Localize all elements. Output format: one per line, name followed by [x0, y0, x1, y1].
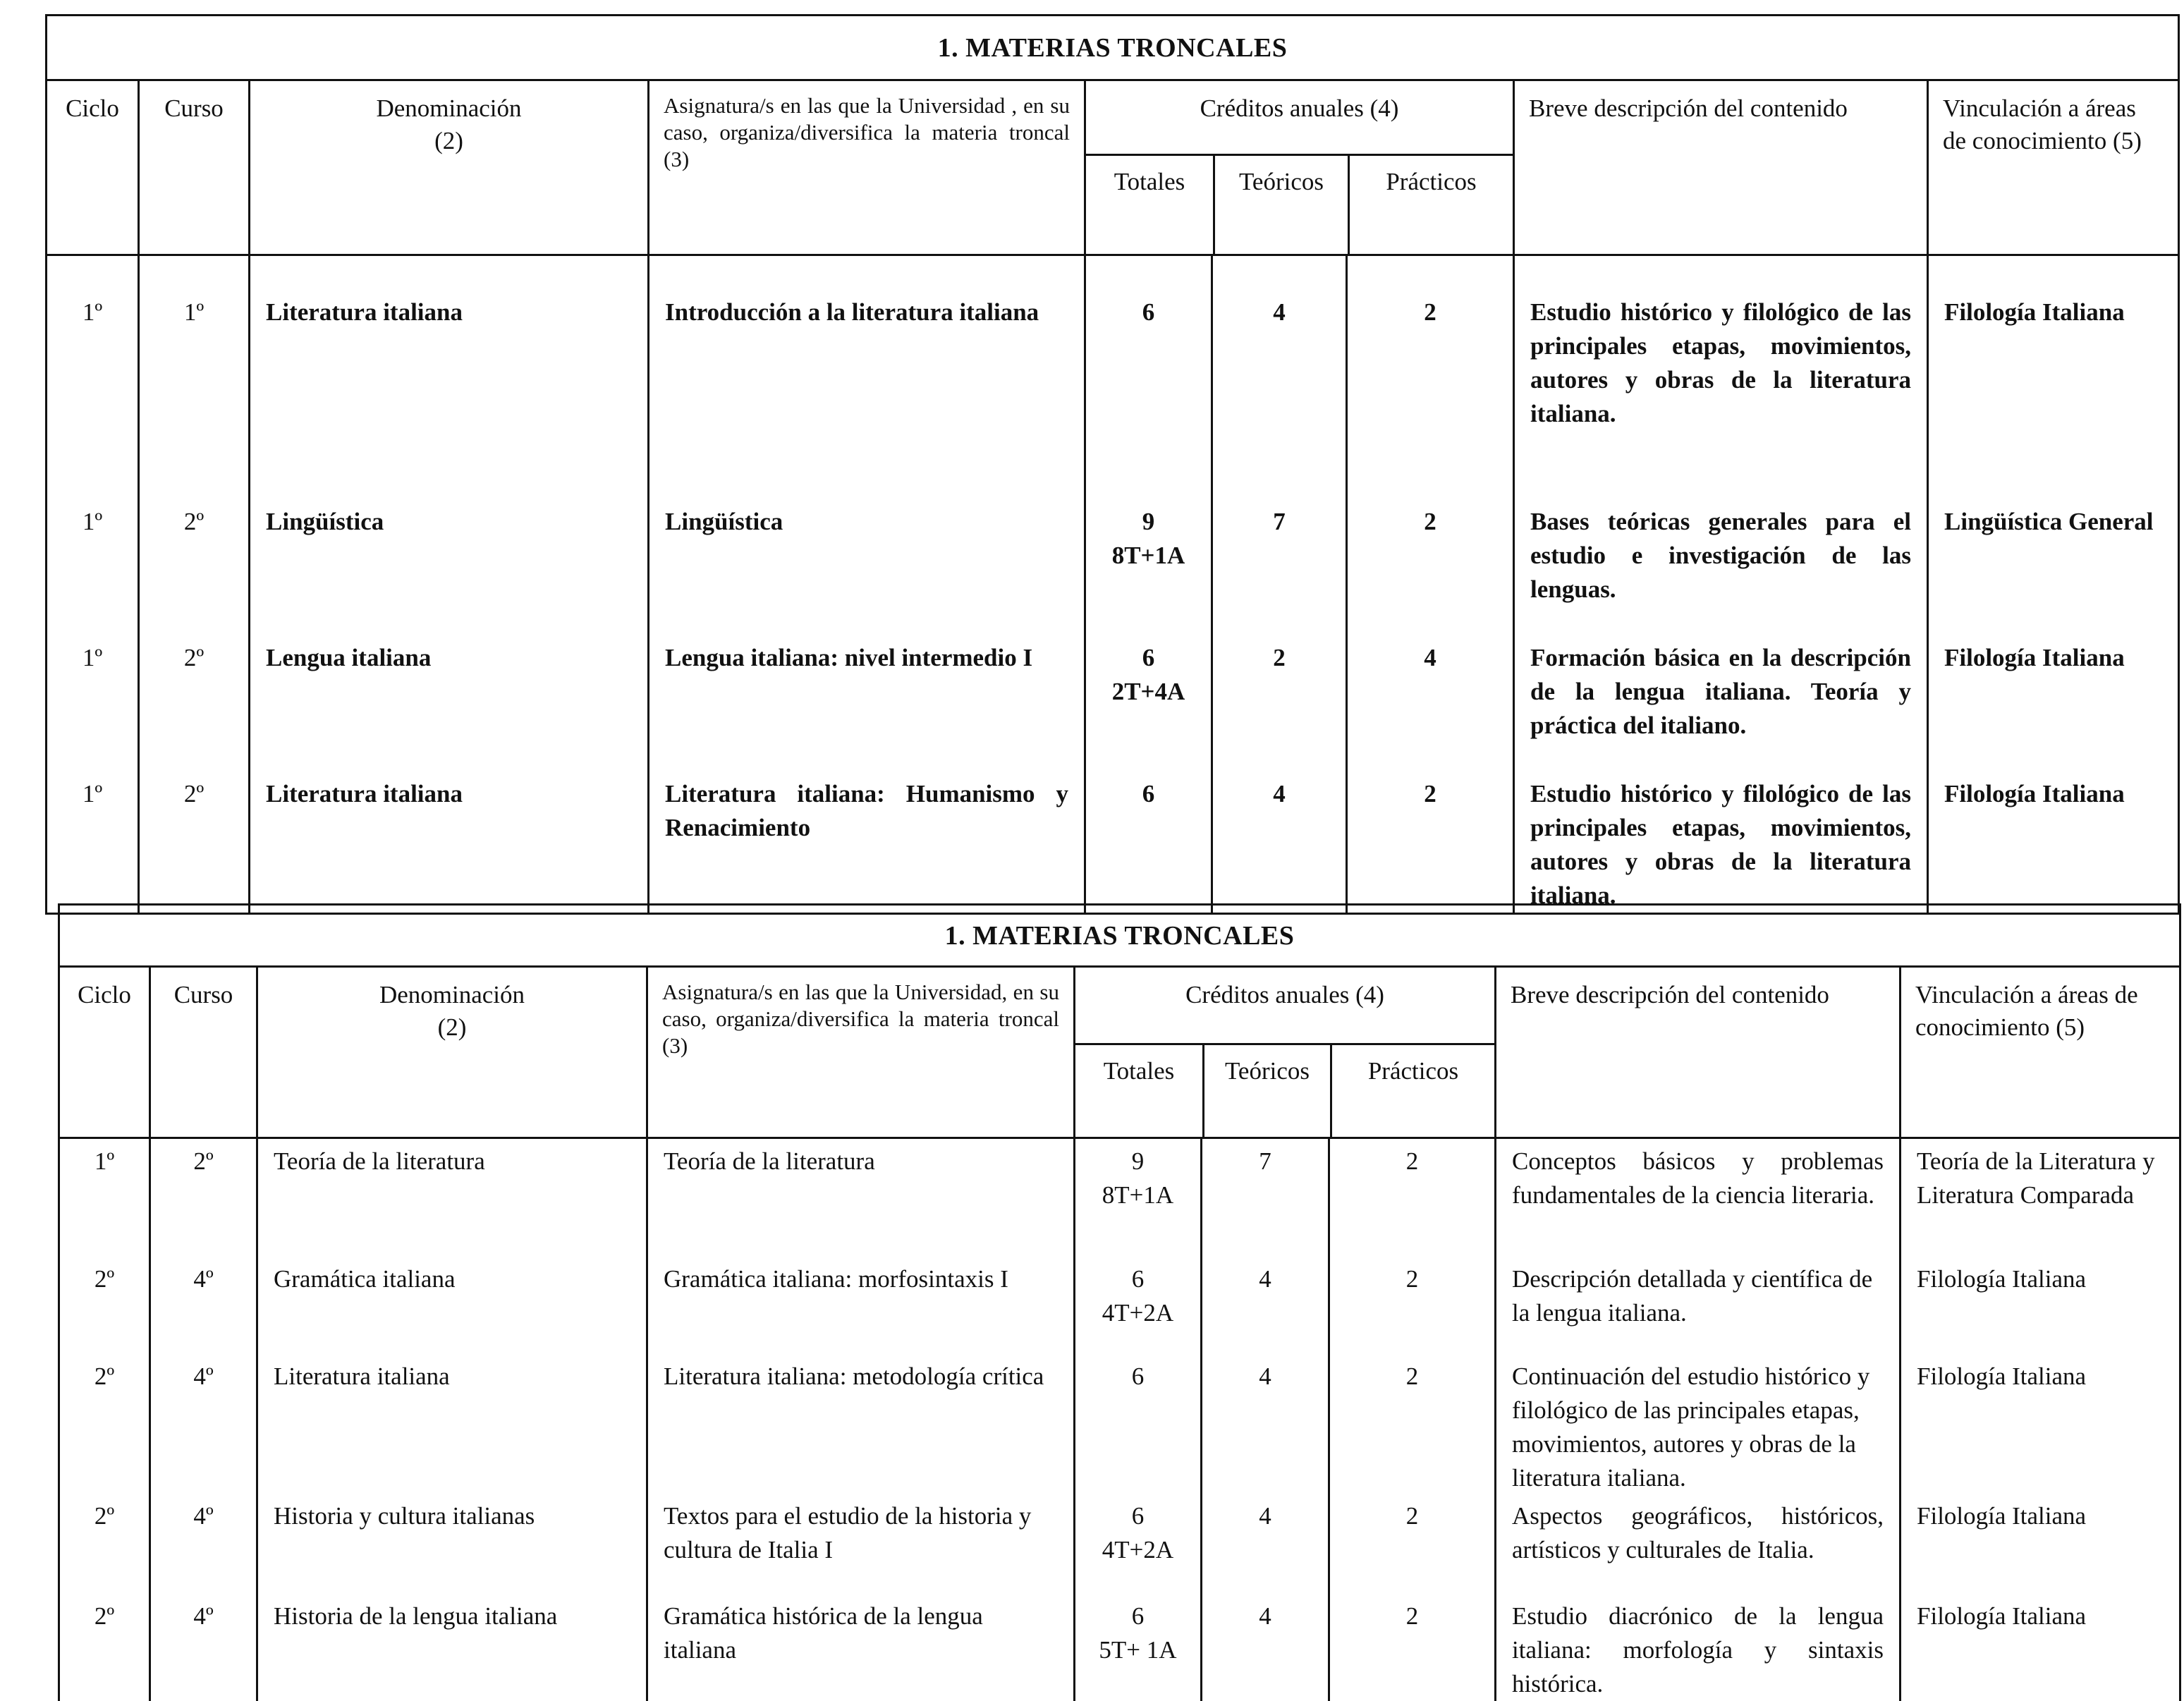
header-teoricos: Teóricos [1202, 1045, 1330, 1137]
cell-teoricos: 4 [1202, 1595, 1329, 1701]
header-creditos [1085, 80, 1514, 255]
cell-curso: 1º [139, 255, 250, 474]
cell-teoricos: 2 [1212, 610, 1347, 746]
cell-descripcion: Conceptos básicos y problemas fundamentales de la ciencia literaria. [1496, 1138, 1901, 1258]
header-totales: Totales [1114, 168, 1185, 195]
header-vinculacion: Vinculación a áreas de conocimiento (5) [1928, 80, 2179, 255]
cell-curso: 2º [150, 1138, 257, 1258]
cell-vinculacion: Filología Italiana [1901, 1258, 2180, 1355]
header-ciclo: Ciclo [47, 80, 139, 255]
cell-ciclo: 1º [59, 1138, 150, 1258]
table-row [59, 1138, 2180, 1258]
cell-ciclo: 2º [59, 1495, 150, 1595]
cell-practicos: 2 [1347, 474, 1514, 610]
cell-asignatura: Literatura italiana: metodología crítica [647, 1355, 1075, 1495]
cell-totales: 6 [1085, 746, 1212, 914]
header-vinculacion: Vinculación a áreas de conocimiento (5) [1901, 967, 2180, 1138]
table-row [47, 474, 2179, 610]
cell-asignatura: Gramática italiana: morfosintaxis I [647, 1258, 1075, 1355]
header-creditos [1075, 967, 1496, 1138]
cell-teoricos: 4 [1212, 746, 1347, 914]
cell-curso: 4º [150, 1595, 257, 1701]
cell-asignatura: Lengua italiana: nivel intermedio I [649, 610, 1085, 746]
header-ciclo: Ciclo [59, 967, 150, 1138]
cell-denominacion: Gramática italiana [257, 1258, 647, 1355]
cell-vinculacion: Filología Italiana [1901, 1595, 2180, 1701]
table-row [59, 1355, 2180, 1495]
cell-totales: 9 8T+1A [1085, 474, 1212, 610]
cell-practicos: 2 [1329, 1495, 1496, 1595]
table-row [59, 1258, 2180, 1355]
cell-teoricos: 4 [1212, 255, 1347, 474]
table-row [47, 746, 2179, 914]
cell-curso: 4º [150, 1258, 257, 1355]
header-curso: Curso [139, 80, 250, 255]
cell-vinculacion: Filología Italiana [1928, 746, 2179, 914]
cell-totales: 6 [1085, 255, 1212, 474]
cell-descripcion: Descripción detallada y científica de la lengua italiana. [1496, 1258, 1901, 1355]
cell-practicos: 2 [1329, 1138, 1496, 1258]
cell-denominacion: Literatura italiana [250, 255, 649, 474]
cell-practicos: 2 [1329, 1258, 1496, 1355]
header-teoricos: Teóricos [1213, 156, 1348, 254]
cell-curso: 2º [139, 610, 250, 746]
cell-descripcion: Bases teóricas generales para el estudio e investigación de las lenguas. [1514, 474, 1928, 610]
header-asignaturas: Asignatura/s en las que la Universidad, en su caso, organiza/diversifica la materia troncal (3) [647, 967, 1075, 1138]
header-denominacion: Denominación (2) [257, 967, 647, 1138]
cell-vinculacion: Teoría de la Literatura y Literatura Comparada [1901, 1138, 2180, 1258]
table-title: 1. MATERIAS TRONCALES [59, 905, 2180, 967]
cell-totales: 6 2T+4A [1085, 610, 1212, 746]
cell-curso: 2º [139, 746, 250, 914]
cell-vinculacion: Filología Italiana [1928, 255, 2179, 474]
cell-ciclo: 1º [47, 610, 139, 746]
header-descripcion: Breve descripción del contenido [1514, 80, 1928, 255]
cell-teoricos: 7 [1212, 474, 1347, 610]
cell-curso: 4º [150, 1495, 257, 1595]
cell-practicos: 2 [1347, 255, 1514, 474]
cell-asignatura: Introducción a la literatura italiana [649, 255, 1085, 474]
cell-ciclo: 2º [59, 1595, 150, 1701]
cell-descripcion: Aspectos geográficos, históricos, artísticos y culturales de Italia. [1496, 1495, 1901, 1595]
cell-vinculacion: Filología Italiana [1901, 1355, 2180, 1495]
cell-teoricos: 4 [1202, 1355, 1329, 1495]
header-descripcion: Breve descripción del contenido [1496, 967, 1901, 1138]
cell-practicos: 4 [1347, 610, 1514, 746]
cell-totales: 6 5T+ 1A [1075, 1595, 1202, 1701]
materias-troncales-table-1 [45, 14, 2180, 915]
cell-curso: 4º [150, 1355, 257, 1495]
cell-vinculacion: Filología Italiana [1928, 610, 2179, 746]
header-practicos: Prácticos [1330, 1045, 1494, 1137]
cell-ciclo: 1º [47, 746, 139, 914]
cell-denominacion: Literatura italiana [257, 1355, 647, 1495]
materias-troncales-table-2 [58, 903, 2181, 1701]
cell-asignatura: Teoría de la literatura [647, 1138, 1075, 1258]
header-practicos: Prácticos [1348, 156, 1513, 254]
cell-totales: 6 4T+2A [1075, 1258, 1202, 1355]
header-asignaturas: Asignatura/s en las que la Universidad , en su caso, organiza/diversifica la materia troncal (3) [649, 80, 1085, 255]
cell-denominacion: Teoría de la literatura [257, 1138, 647, 1258]
cell-ciclo: 1º [47, 474, 139, 610]
cell-descripcion: Estudio histórico y filológico de las principales etapas, movimientos, autores y obras de la literatura italiana. [1514, 255, 1928, 474]
header-creditos-anuales: Créditos anuales (4) [1075, 968, 1494, 1045]
cell-practicos: 2 [1347, 746, 1514, 914]
cell-ciclo: 1º [47, 255, 139, 474]
cell-denominacion: Lingüística [250, 474, 649, 610]
cell-descripcion: Estudio histórico y filológico de las principales etapas, movimientos, autores y obras de la literatura italiana. [1514, 746, 1928, 914]
cell-descripcion: Formación básica en la descripción de la lengua italiana. Teoría y práctica del italiano. [1514, 610, 1928, 746]
table-row [59, 1595, 2180, 1701]
cell-totales: 6 4T+2A [1075, 1495, 1202, 1595]
cell-asignatura: Gramática histórica de la lengua italiana [647, 1595, 1075, 1701]
header-curso: Curso [150, 967, 257, 1138]
header-denominacion: Denominación (2) [250, 80, 649, 255]
cell-descripcion: Estudio diacrónico de la lengua italiana: morfología y sintaxis histórica. [1496, 1595, 1901, 1701]
cell-teoricos: 4 [1202, 1495, 1329, 1595]
cell-totales: 9 8T+1A [1075, 1138, 1202, 1258]
cell-denominacion: Historia de la lengua italiana [257, 1595, 647, 1701]
table-row [47, 610, 2179, 746]
cell-vinculacion: Lingüística General [1928, 474, 2179, 610]
cell-denominacion: Historia y cultura italianas [257, 1495, 647, 1595]
header-totales: Totales [1103, 1057, 1175, 1085]
cell-ciclo: 2º [59, 1355, 150, 1495]
cell-curso: 2º [139, 474, 250, 610]
table-title: 1. MATERIAS TRONCALES [47, 16, 2179, 80]
cell-practicos: 2 [1329, 1595, 1496, 1701]
cell-denominacion: Lengua italiana [250, 610, 649, 746]
cell-denominacion: Literatura italiana [250, 746, 649, 914]
cell-totales: 6 [1075, 1355, 1202, 1495]
header-creditos-anuales: Créditos anuales (4) [1086, 81, 1513, 156]
cell-asignatura: Textos para el estudio de la historia y cultura de Italia I [647, 1495, 1075, 1595]
cell-asignatura: Lingüística [649, 474, 1085, 610]
cell-descripcion: Continuación del estudio histórico y filológico de las principales etapas, movimientos, autores y obras de la literatura italiana. [1496, 1355, 1901, 1495]
cell-asignatura: Literatura italiana: Humanismo y Renacimiento [649, 746, 1085, 914]
table-row [47, 255, 2179, 474]
cell-ciclo: 2º [59, 1258, 150, 1355]
cell-teoricos: 7 [1202, 1138, 1329, 1258]
cell-vinculacion: Filología Italiana [1901, 1495, 2180, 1595]
table-row [59, 1495, 2180, 1595]
cell-practicos: 2 [1329, 1355, 1496, 1495]
cell-teoricos: 4 [1202, 1258, 1329, 1355]
